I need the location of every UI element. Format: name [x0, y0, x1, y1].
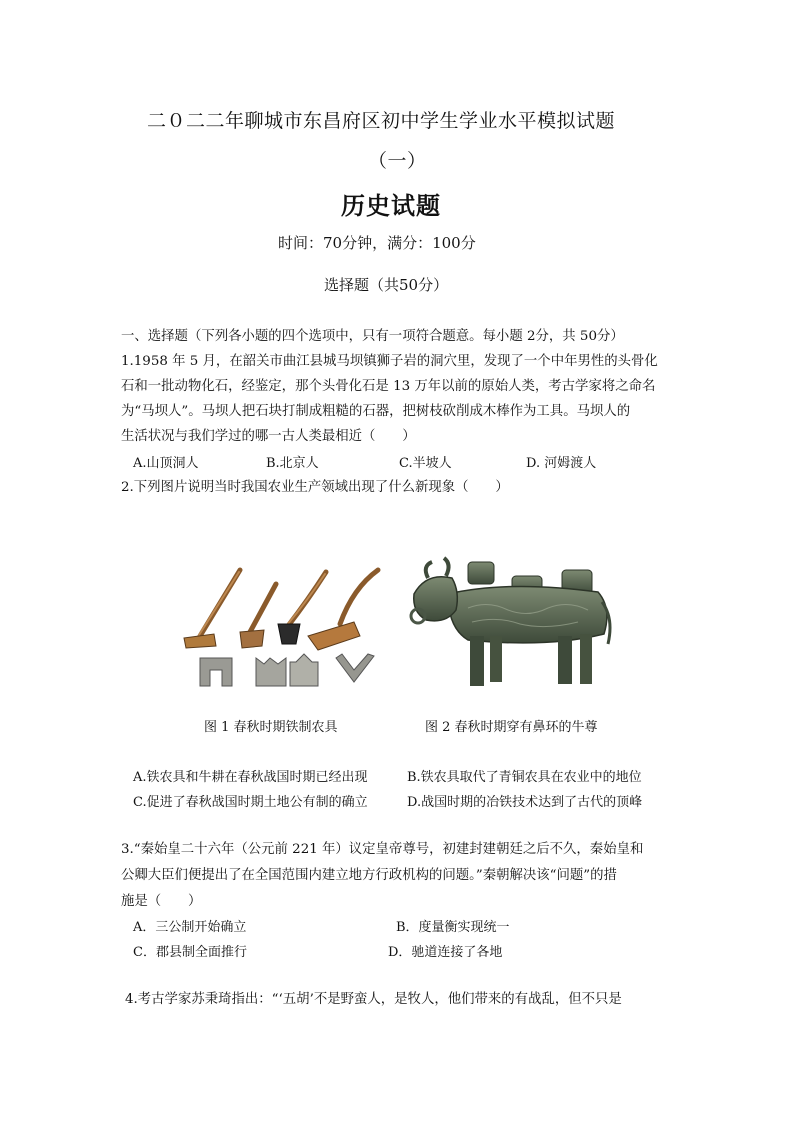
exam-title: 二０二二年聊城市东昌府区初中学生学业水平模拟试题	[147, 110, 616, 132]
q3-option-d: D．驰道连接了各地	[388, 945, 503, 960]
q1-option-a: A.山顶洞人	[133, 456, 199, 471]
plow-head	[308, 622, 360, 650]
figure-1-caption: 图 1 春秋时期铁制农具	[204, 720, 338, 735]
q1-option-b: B.北京人	[266, 456, 319, 471]
q3-line-2: 公卿大臣们便提出了在全国范围内建立地方行政机构的问题。”秦朝解决该“问题”的措	[121, 868, 617, 883]
iron-tools-figure	[178, 558, 390, 694]
axe-head	[240, 630, 264, 648]
time-info: 时间：70分钟，满分：100分	[278, 234, 476, 252]
q3-line-1: 3.“秦始皇二十六年（公元前 221 年）议定皇帝尊号，初建封建朝廷之后不久，秦始皇和	[121, 842, 644, 857]
q4-line-1: 4.考古学家苏秉琦指出：“‘五胡’不是野蛮人，是牧人，他们带来的有战乱，但不只是	[125, 992, 622, 1007]
q2-stem: 2.下列图片说明当时我国农业生产领域出现了什么新现象（ ）	[121, 480, 509, 495]
spade-head	[278, 624, 300, 644]
q3-option-c: C．郡县制全面推行	[133, 945, 247, 960]
q1-option-d: D. 河姆渡人	[526, 456, 597, 471]
q1-line-4: 生活状况与我们学过的哪一古人类最相近（ ）	[121, 429, 416, 444]
exam-subtitle: （一）	[368, 150, 427, 172]
q3-option-a: A．三公制开始确立	[133, 920, 247, 935]
section-title: 选择题（共50分）	[324, 276, 449, 294]
hoe-head	[184, 634, 216, 648]
q2-option-d: D.战国时期的冶铁技术达到了古代的顶峰	[407, 795, 643, 810]
q2-option-b: B.铁农具取代了青铜农具在农业中的地位	[407, 770, 642, 785]
q2-option-a: A.铁农具和牛耕在春秋战国时期已经出现	[133, 770, 368, 785]
q1-line-1: 1.1958 年 5 月，在韶关市曲江县城马坝镇狮子岩的洞穴里，发现了一个中年男性的头骨化	[121, 354, 658, 369]
subject-heading: 历史试题	[341, 191, 441, 220]
q1-line-3: 为“马坝人”。马坝人把石块打制成粗糙的石器，把树枝砍削成木棒作为工具。马坝人的	[121, 404, 631, 419]
q3-option-b: B．度量衡实现统一	[396, 920, 510, 935]
figure-2-caption: 图 2 春秋时期穿有鼻环的牛尊	[425, 720, 598, 735]
q1-line-2: 石和一批动物化石，经鉴定，那个头骨化石是 13 万年以前的原始人类，考古学家将之命名	[121, 379, 656, 394]
q2-option-c: C.促进了春秋战国时期土地公有制的确立	[133, 795, 368, 810]
ox-zun-figure	[408, 548, 620, 696]
instructions: 一、选择题（下列各小题的四个选项中，只有一项符合题意。每小题 2分，共 50分）	[121, 329, 624, 344]
q1-option-c: C.半坡人	[399, 456, 452, 471]
q3-line-3: 施是（ ）	[121, 894, 202, 909]
